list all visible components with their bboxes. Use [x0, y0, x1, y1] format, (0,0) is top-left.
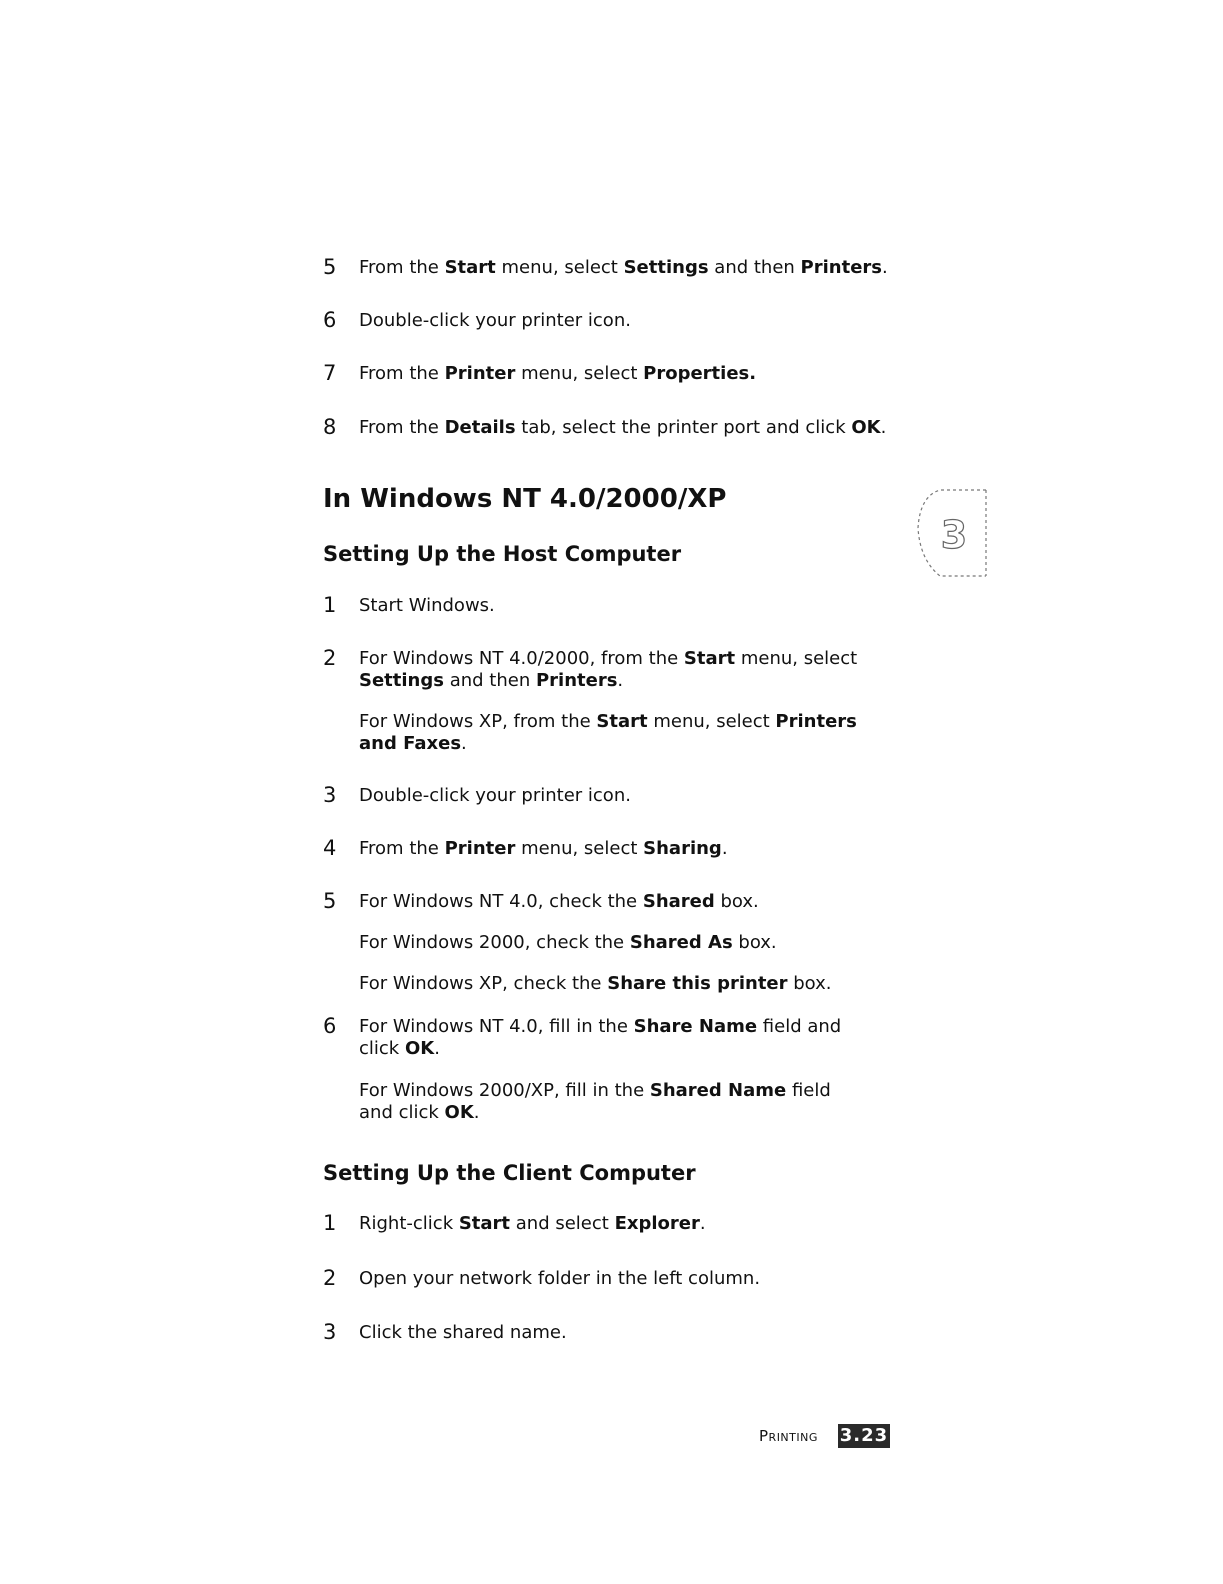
bold-term: Start — [683, 648, 736, 669]
step-number: 5 — [323, 255, 337, 279]
bold-term: Shared As — [629, 932, 733, 953]
footer-section-label: Printing — [759, 1427, 818, 1445]
bold-term: Shared Name — [649, 1080, 787, 1101]
step-text: Open your network folder in the left column. — [359, 1268, 761, 1289]
bold-term: Properties. — [643, 363, 757, 384]
step-text: Right-click Start and select Explorer. — [359, 1213, 706, 1234]
step-number: 4 — [323, 836, 337, 860]
bold-term: Printer — [444, 363, 516, 384]
chapter-tab-number: 3 — [940, 513, 968, 557]
step-number: 2 — [323, 646, 337, 670]
bold-term: Details — [444, 417, 516, 438]
bold-term: Start — [596, 711, 648, 732]
step-number: 7 — [323, 361, 337, 385]
step-text: Click the shared name. — [359, 1322, 567, 1343]
bold-term: Printers — [535, 670, 618, 691]
bold-term: Explorer — [614, 1213, 700, 1234]
bold-term: OK — [444, 1102, 474, 1123]
step-number: 8 — [323, 415, 337, 439]
step-text: From the Start menu, select Settings and then Printers. — [359, 257, 888, 278]
step-text: Double-click your printer icon. — [359, 785, 631, 806]
host-step-2-xp: For Windows XP, from the Start menu, select Printers and Faxes. — [359, 711, 857, 754]
bold-term: Shared — [642, 891, 715, 912]
step-text: From the Details tab, select the printer port and click OK. — [359, 417, 887, 438]
bold-term: Share Name — [633, 1016, 758, 1037]
bold-term: Start — [444, 257, 496, 278]
step-text: For Windows NT 4.0, check the Shared box. — [359, 891, 759, 912]
bold-term: Printers and Faxes — [359, 711, 857, 754]
step-number: 3 — [323, 783, 337, 807]
step-number: 1 — [323, 1211, 337, 1235]
step-number: 3 — [323, 1320, 337, 1344]
bold-term: Settings — [359, 670, 444, 691]
bold-term: Printers — [800, 257, 883, 278]
host-step-5-xp: For Windows XP, check the Share this printer box. — [359, 973, 832, 994]
step-text: From the Printer menu, select Properties. — [359, 363, 757, 384]
bold-term: Start — [458, 1213, 511, 1234]
page-number-badge: 3.23 — [839, 1425, 889, 1446]
step-text: Double-click your printer icon. — [359, 310, 631, 331]
step-text: For Windows NT 4.0/2000, from the Start menu, select Settings and then Printers. — [359, 648, 858, 691]
step-text: Start Windows. — [359, 595, 495, 616]
bold-term: Share this printer — [607, 973, 788, 994]
host-heading: Setting Up the Host Computer — [323, 542, 682, 566]
step-number: 5 — [323, 889, 337, 913]
client-heading: Setting Up the Client Computer — [323, 1161, 696, 1185]
bold-term: OK — [851, 417, 881, 438]
chapter-tab-icon — [916, 488, 988, 578]
step-number: 6 — [323, 308, 337, 332]
step-number: 6 — [323, 1014, 337, 1038]
bold-term: Printer — [444, 838, 516, 859]
step-number: 2 — [323, 1266, 337, 1290]
bold-term: OK — [404, 1038, 435, 1059]
host-step-5-2000: For Windows 2000, check the Shared As box. — [359, 932, 777, 953]
bold-term: Sharing — [643, 838, 722, 859]
section-title: In Windows NT 4.0/2000/XP — [323, 484, 727, 514]
step-text: For Windows NT 4.0, fill in the Share Name field and click OK. — [359, 1016, 842, 1059]
step-text: From the Printer menu, select Sharing. — [359, 838, 728, 859]
step-number: 1 — [323, 593, 337, 617]
bold-term: Settings — [623, 257, 709, 278]
host-step-6-2000xp: For Windows 2000/XP, fill in the Shared Name field and click OK. — [359, 1080, 831, 1123]
